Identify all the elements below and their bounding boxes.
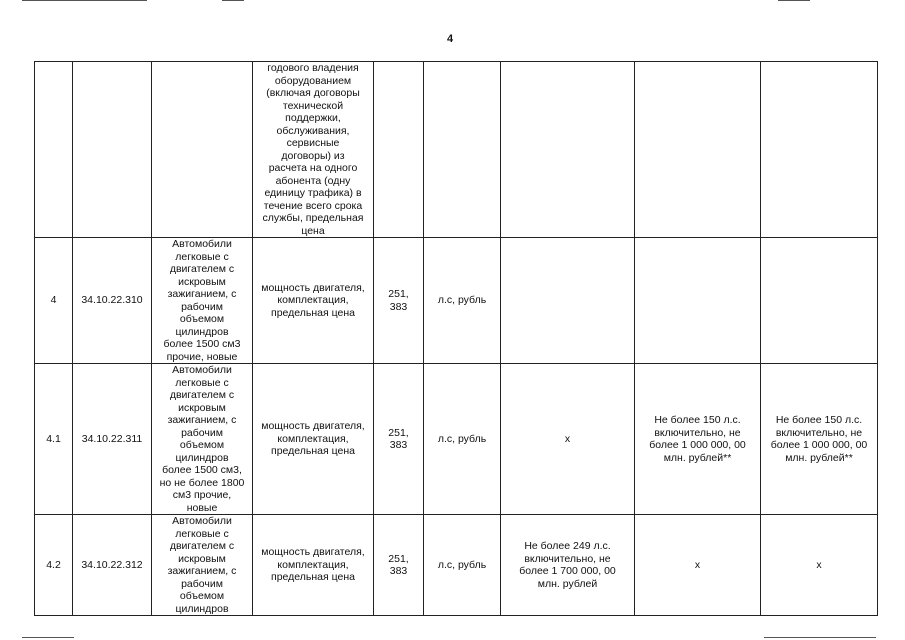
table-row xyxy=(35,515,878,616)
okei-code-cell xyxy=(374,62,424,238)
row-number-cell: 4.2 xyxy=(35,515,73,616)
value-cell: х xyxy=(635,515,761,616)
okpd-code-cell: 34.10.22.310 xyxy=(73,238,152,364)
product-name-cell: Автомобили легковые с двигателем с искровым зажиганием, с рабочим объемом цилиндров более 1500 см3 прочие, новые xyxy=(152,238,253,364)
unit-cell: л.с, рубль xyxy=(424,515,501,616)
row-number-cell: 4.1 xyxy=(35,364,73,515)
value-cell: Не более 150 л.с. включительно, не более 1 000 000, 00 млн. рублей** xyxy=(761,364,878,515)
scan-mark xyxy=(22,0,147,1)
value-cell xyxy=(635,238,761,364)
property-cell: мощность двигателя, комплектация, предельная цена xyxy=(253,238,374,364)
property-cell: мощность двигателя, комплектация, предельная цена xyxy=(253,364,374,515)
value-cell xyxy=(761,62,878,238)
value-cell: Не более 249 л.с. включительно, не более 1 700 000, 00 млн. рублей xyxy=(501,515,635,616)
requirements-table xyxy=(34,61,878,616)
value-cell xyxy=(501,62,635,238)
row-number-cell: 4 xyxy=(35,238,73,364)
value-cell xyxy=(501,238,635,364)
table-row xyxy=(35,62,878,238)
okpd-code-cell: 34.10.22.311 xyxy=(73,364,152,515)
value-cell: Не более 150 л.с. включительно, не более 1 000 000, 00 млн. рублей** xyxy=(635,364,761,515)
table-row xyxy=(35,364,878,515)
row-number-cell xyxy=(35,62,73,238)
unit-cell xyxy=(424,62,501,238)
value-cell xyxy=(761,238,878,364)
table-row xyxy=(35,238,878,364)
okei-code-cell: 251, 383 xyxy=(374,238,424,364)
page-number: 4 xyxy=(446,33,454,45)
okpd-code-cell xyxy=(73,62,152,238)
unit-cell: л.с, рубль xyxy=(424,364,501,515)
value-cell xyxy=(635,62,761,238)
scan-mark xyxy=(222,0,244,1)
product-name-cell: Автомобили легковые с двигателем с искровым зажиганием, с рабочим объемом цилиндров xyxy=(152,515,253,616)
okpd-code-cell: 34.10.22.312 xyxy=(73,515,152,616)
okei-code-cell: 251, 383 xyxy=(374,364,424,515)
scan-mark xyxy=(778,0,810,1)
scan-mark xyxy=(764,637,876,638)
okei-code-cell: 251, 383 xyxy=(374,515,424,616)
value-cell: х xyxy=(761,515,878,616)
unit-cell: л.с, рубль xyxy=(424,238,501,364)
product-name-cell: Автомобили легковые с двигателем с искровым зажиганием, с рабочим объемом цилиндров более 1500 см3, но не более 1800 см3 прочие, новые xyxy=(152,364,253,515)
value-cell: х xyxy=(501,364,635,515)
property-cell: годового владения оборудованием (включая договоры технической поддержки, обслуживания, сервисные договоры) из расчета на одного абонента (одну единицу трафика) в течение всего срока службы, предельная цена xyxy=(253,62,374,238)
property-cell: мощность двигателя, комплектация, предельная цена xyxy=(253,515,374,616)
scan-mark xyxy=(22,637,74,638)
product-name-cell xyxy=(152,62,253,238)
